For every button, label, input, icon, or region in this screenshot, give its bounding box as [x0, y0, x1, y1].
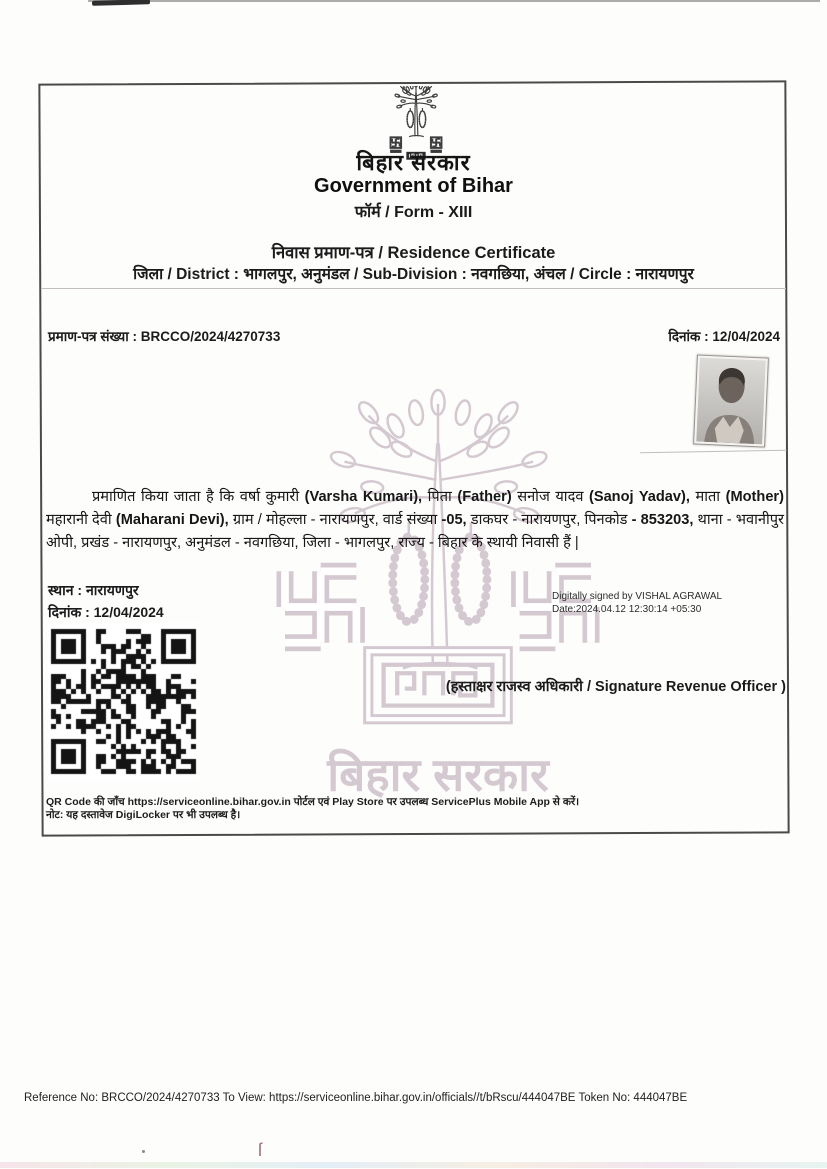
scan-artifact [88, 0, 820, 2]
signature-officer-label: (हस्ताक्षर राजस्व अधिकारी / Signature Revenue Officer ) [445, 679, 786, 695]
digital-signature-date: Date:2024.04.12 12:30:14 +05:30 [552, 604, 702, 615]
verification-notes [46, 796, 756, 822]
digilocker-note: नोट: यह दस्तावेज DigiLocker पर भी उपलब्ध है। [46, 809, 241, 821]
reference-line: Reference No: BRCCO/2024/4270733 To View: https://serviceonline.bihar.gov.in/officials//t/bRscu/444047BE Token No: 444047BE [24, 1092, 688, 1104]
place-line: स्थान : नारायणपुर [48, 582, 139, 598]
certificate-number: प्रमाण-पत्र संख्या : BRCCO/2024/4270733 [48, 329, 281, 344]
date-line: दिनांक : 12/04/2024 [48, 604, 164, 620]
scan-artifact [640, 450, 787, 454]
district-subdivision-circle-line: जिला / District : भागलपुर, अनुमंडल / Sub-Division : नवगछिया, अंचल / Circle : नारायणपुर [133, 266, 694, 283]
digital-signature-signer: Digitally signed by VISHAL AGRAWAL [552, 591, 723, 602]
bihar-watermark-icon [268, 352, 608, 811]
scan-artifact: ſ [258, 1140, 262, 1160]
org-name-english: Government of Bihar [314, 175, 513, 197]
issue-date: दिनांक : 12/04/2024 [668, 329, 780, 344]
org-name-hindi: बिहार सरकार [356, 150, 471, 175]
certificate-title: निवास प्रमाण-पत्र / Residence Certificate [271, 244, 556, 262]
header-divider-line [42, 288, 786, 289]
scan-artifact [142, 1150, 145, 1153]
qr-verification-note: QR Code की जाँच https://serviceonline.bihar.gov.in पोर्टल एवं Play Store पर उपलब्ध ServicePlus Mobile App से करें। [46, 796, 580, 808]
scan-artifact [92, 0, 150, 6]
qr-code [48, 623, 200, 781]
watermark-text: बिहार सरकार [327, 748, 549, 801]
scan-artifact [0, 1162, 827, 1168]
applicant-photo [693, 354, 769, 447]
digital-signature-stamp [552, 590, 784, 616]
form-number-line: फॉर्म / Form - XIII [354, 204, 473, 221]
certificate-body-text: प्रमाणित किया जाता है कि वर्षा कुमारी (Varsha Kumari), पिता (Father) सनोज यादव (Sanoj Yadav), माता (Mother) महारानी देवी (Maharani Devi), ग्राम / मोहल्ला - नारायणपुर, वार्ड संख्या -05, डाकघर - नारायणपुर, पिनकोड - 853203, थाना - भवानीपुर ओपी, प्रखंड - नारायणपुर, अनुमंडल - नवगछिया, जिला - भागलपुर, राज्य - बिहार के स्थायी निवासी हैं | [46, 489, 785, 551]
